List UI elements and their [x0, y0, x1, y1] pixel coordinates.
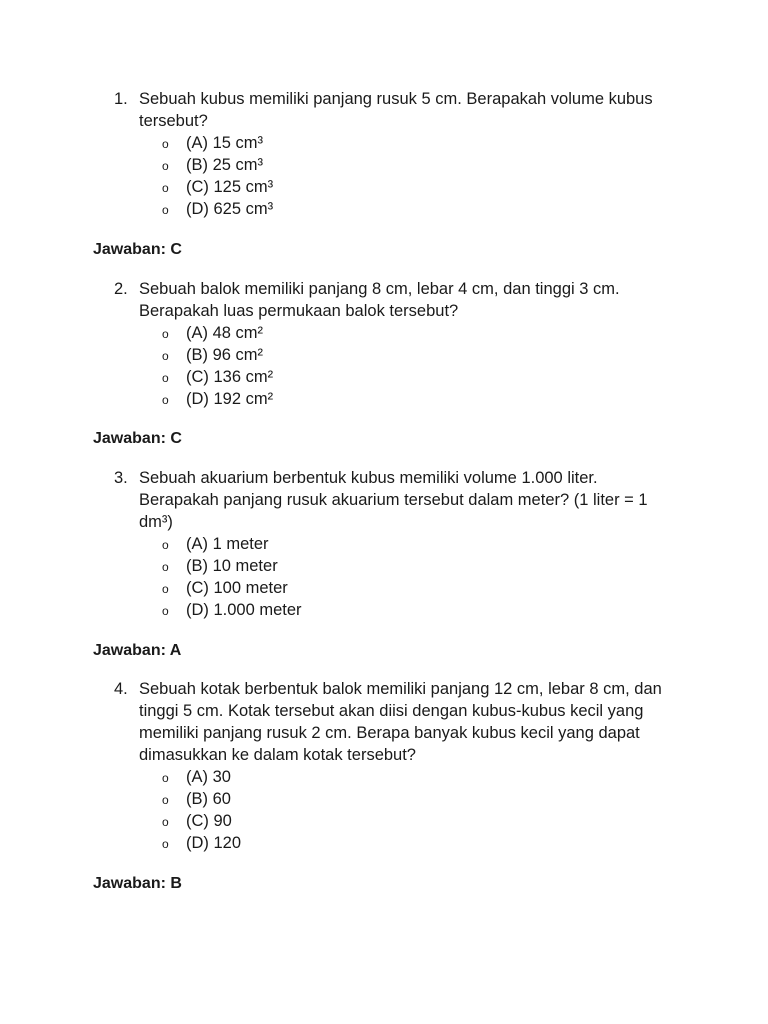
option-d: o (D) 625 cm³ — [114, 198, 674, 220]
option-b: o (B) 10 meter — [114, 555, 674, 577]
option-c: o (C) 125 cm³ — [114, 176, 674, 198]
answer-3: Jawaban: A — [93, 642, 182, 659]
answer-2: Jawaban: C — [93, 430, 182, 447]
option-list — [114, 322, 674, 410]
option-list — [114, 766, 674, 854]
question-text: Sebuah balok memiliki panjang 8 cm, lebar 4 cm, dan tinggi 3 cm. Berapakah luas permukaan balok tersebut? — [139, 280, 620, 320]
question-text: Sebuah akuarium berbentuk kubus memiliki volume 1.000 liter. Berapakah panjang rusuk akuarium tersebut dalam meter? (1 liter = 1 dm³) — [139, 469, 648, 531]
option-b: o (B) 25 cm³ — [114, 154, 674, 176]
bullet-icon: o — [162, 837, 169, 851]
option-b: o (B) 60 — [114, 788, 674, 810]
question-number: 3. — [114, 469, 128, 487]
option-b: o (B) 96 cm² — [114, 344, 674, 366]
bullet-icon: o — [162, 815, 169, 829]
bullet-icon: o — [162, 771, 169, 785]
option-a: o (A) 48 cm² — [114, 322, 674, 344]
bullet-icon: o — [162, 538, 169, 552]
question-3 — [114, 467, 674, 621]
option-list — [114, 533, 674, 621]
bullet-icon: o — [162, 137, 169, 151]
question-1 — [114, 88, 674, 220]
option-d: o (D) 120 — [114, 832, 674, 854]
question-number: 2. — [114, 280, 128, 298]
bullet-icon: o — [162, 181, 169, 195]
option-d: o (D) 192 cm² — [114, 388, 674, 410]
option-a: o (A) 1 meter — [114, 533, 674, 555]
bullet-icon: o — [162, 327, 169, 341]
answer-4: Jawaban: B — [93, 875, 182, 892]
question-number: 1. — [114, 90, 128, 108]
bullet-icon: o — [162, 393, 169, 407]
option-c: o (C) 136 cm² — [114, 366, 674, 388]
bullet-icon: o — [162, 560, 169, 574]
bullet-icon: o — [162, 582, 169, 596]
bullet-icon: o — [162, 349, 169, 363]
question-text: Sebuah kotak berbentuk balok memiliki panjang 12 cm, lebar 8 cm, dan tinggi 5 cm. Kotak tersebut akan diisi dengan kubus-kubus kecil yang memiliki panjang rusuk 2 cm. Berapa banyak kubus kecil yang dapat dimasukkan ke dalam kotak tersebut? — [139, 680, 662, 764]
question-text: Sebuah kubus memiliki panjang rusuk 5 cm. Berapakah volume kubus tersebut? — [139, 90, 653, 130]
option-list — [114, 132, 674, 220]
option-c: o (C) 100 meter — [114, 577, 674, 599]
answer-1: Jawaban: C — [93, 241, 182, 258]
option-a: o (A) 15 cm³ — [114, 132, 674, 154]
bullet-icon: o — [162, 159, 169, 173]
question-2 — [114, 278, 674, 410]
bullet-icon: o — [162, 371, 169, 385]
question-number: 4. — [114, 680, 128, 698]
bullet-icon: o — [162, 604, 169, 618]
option-c: o (C) 90 — [114, 810, 674, 832]
option-d: o (D) 1.000 meter — [114, 599, 674, 621]
bullet-icon: o — [162, 203, 169, 217]
option-a: o (A) 30 — [114, 766, 674, 788]
bullet-icon: o — [162, 793, 169, 807]
question-4 — [114, 678, 674, 854]
